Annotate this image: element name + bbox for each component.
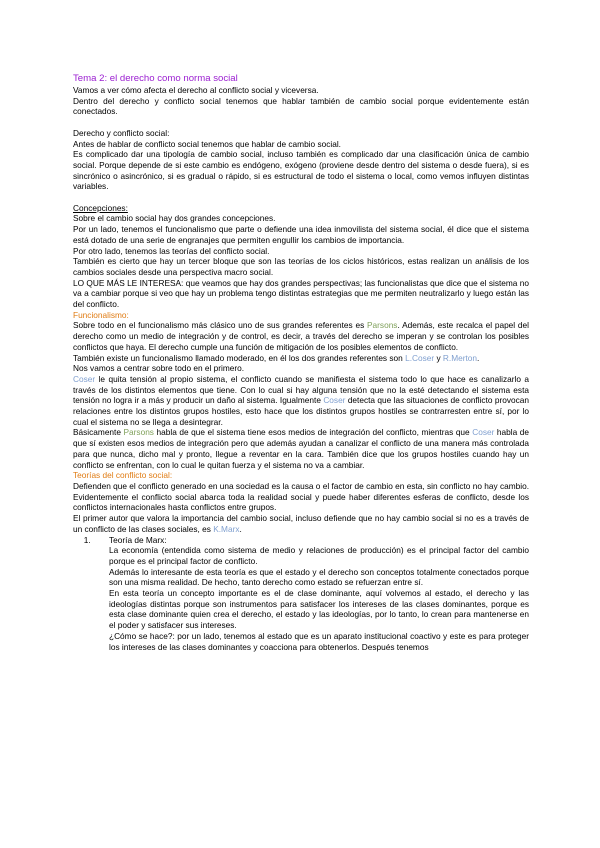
- paragraph: [73, 374, 529, 428]
- spacer: [73, 192, 529, 203]
- text-run: .: [239, 523, 242, 534]
- text-run: habla de que sí existen esos medios de integración pero que además ayudan a canalizar el conflicto de una manera más controlada para que nunca, dicho mal y pronto, llegue a reventar en la cara. También dice que los grupos hostiles cuando hay un conflicto se enfrentan, con lo cual le quitan fuerza y el sistema no va a cambiar.: [73, 427, 529, 470]
- text-run: Básicamente: [73, 427, 124, 438]
- author-name-kmarx: K.Marx: [213, 523, 240, 534]
- paragraph: Antes de hablar de conflicto social tenemos que hablar de cambio social.: [73, 138, 341, 149]
- author-name-parsons: Parsons: [123, 427, 154, 438]
- paragraph: Por otro lado, tenemos las teorías del conflicto social.: [73, 245, 270, 256]
- text-run: y: [434, 352, 443, 363]
- paragraph: Es complicado dar una tipología de cambio social, incluso también es complicado dar una clasificación única de cambio social. Porque depende de si este cambio es endógeno, exógeno (proviene desde dentro del sistema o desde fuera), si es sincrónico o asincrónico, si es gradual o rápido, si es estructural de todo el sistema o local, como vemos influyen distintas variables.: [73, 149, 529, 192]
- paragraph: [73, 320, 529, 352]
- section-heading-derecho-conflicto: Derecho y conflicto social:: [73, 127, 170, 138]
- text-run: detecta que las situaciones de conflicto provocan relaciones entre los distintos grupos hostiles, esto hace que los distintos grupos hostiles se contrarresten entre sí, por lo cual el sistema no se llega a desintegrar.: [73, 395, 529, 427]
- text-run: El primer autor que valora la importancia del cambio social, incluso defiende que no hay cambio social si no es a través de un conflicto de las clases sociales, es: [73, 513, 529, 534]
- author-name-parsons: Parsons: [367, 320, 398, 331]
- text-run: También existe un funcionalismo llamado moderado, en él los dos grandes referentes son: [73, 352, 406, 363]
- text-run: .: [477, 352, 480, 363]
- author-name-coser: Coser: [323, 395, 346, 406]
- author-name-coser: Coser: [73, 373, 96, 384]
- numbered-list: [73, 535, 529, 546]
- section-heading-concepciones: Concepciones:: [73, 202, 128, 213]
- paragraph: [73, 353, 529, 364]
- text-run: Sobre todo en el funcionalismo más clásico uno de sus grandes referentes es: [73, 320, 368, 331]
- paragraph: Nos vamos a centrar sobre todo en el primero.: [73, 363, 245, 374]
- section-heading-teorias-conflicto: Teorías del conflicto social:: [73, 470, 173, 481]
- paragraph: [73, 427, 529, 470]
- section-heading-funcionalismo: Funcionalismo:: [73, 309, 129, 320]
- intro-line-1: Vamos a ver cómo afecta el derecho al conflicto social y viceversa.: [73, 85, 319, 95]
- spacer: [73, 117, 529, 128]
- author-name-coser: Coser: [472, 427, 495, 438]
- list-item-body: [73, 545, 529, 652]
- document-page: [73, 73, 529, 652]
- paragraph: ¿Cómo se hace?: por un lado, tenemos al estado que es un aparato institucional coactivo y este es para proteger los intereses de las clases dominantes y coacciona para obtenerlos. Después tenemos: [109, 630, 529, 652]
- list-item-title: Teoría de Marx:: [109, 534, 167, 545]
- paragraph: La economía (entendida como sistema de medio y relaciones de producción) es el principal factor del cambio porque es el principal factor de conflicto.: [109, 545, 529, 566]
- paragraph: Defienden que el conflicto generado en una sociedad es la causa o el factor de cambio en esta, sin conflicto no hay cambio. Evidentemente el conflicto social abarca toda la realidad social y puede haber diferentes esferas de conflicto, desde los conflictos internacionales hasta conflictos entre grupos.: [73, 480, 529, 513]
- list-item: [93, 535, 529, 546]
- paragraph: Sobre el cambio social hay dos grandes concepciones.: [73, 213, 276, 224]
- text-run: . Además, este recalca el papel del derecho como un medio de integración y de control, es decir, a través del derecho se imperan y se controlan los posibles conflictos que haya. El derecho cumple una función de mitigación de los posibles elementos de conflicto.: [73, 320, 529, 352]
- paragraph: LO QUE MÁS LE INTERESA: que veamos que hay dos grandes perspectivas; las funcionalistas que dice que el sistema no va a cambiar porque si veo que hay un problema tengo distintas estrategias que me permiten neutralizarlo y luego están las del conflicto.: [73, 277, 529, 310]
- paragraph: Por un lado, tenemos el funcionalismo que parte o defiende una idea inmovilista del sistema social, él dice que el sistema está dotado de una serie de engranajes que permiten engullir los cambios de importancia.: [73, 224, 529, 245]
- author-name-lcoser: L.Coser: [405, 352, 435, 363]
- intro-line-2: Dentro del derecho y conflicto social tenemos que hablar también de cambio social porque evidentemente están conectados.: [73, 95, 529, 117]
- paragraph: [73, 513, 529, 534]
- paragraph: En esta teoría un concepto importante es el de clase dominante, aquí volvemos al estado, el derecho y las ideologías distintas porque son instrumentos para satisfacer los intereses de las clases dominantes, porque es esta clase dominante quien crea el derecho, el estado y las ideologías, por lo tanto, lo crean para mantenerse en el poder y satisfacer sus intereses.: [109, 588, 529, 631]
- paragraph: Además lo interesante de esta teoría es que el estado y el derecho son conceptos totalmente conectados porque son una misma realidad. De hecho, tanto derecho como estado se refuerzan entre sí.: [109, 566, 529, 588]
- author-name-rmerton: R.Merton: [442, 352, 478, 363]
- document-title: Tema 2: el derecho como norma social: [73, 73, 238, 84]
- text-run: habla de que el sistema tiene esos medios de integración del conflicto, mientras que: [153, 427, 473, 438]
- paragraph: También es cierto que hay un tercer bloque que son las teorías de los ciclos históricos, estas realizan un análisis de los cambios sociales desde una perspectiva macro social.: [73, 256, 529, 277]
- text-run: le quita tensión al propio sistema, el conflicto cuando se manifiesta el sistema todo lo que hace es canalizarlo a través de los distintos elementos que tiene. Con lo cual si hay alguna tensión que no la esté detectando el sistema esta tensión no logra ir a más y producir un daño al sistema. Igualmente: [73, 373, 529, 406]
